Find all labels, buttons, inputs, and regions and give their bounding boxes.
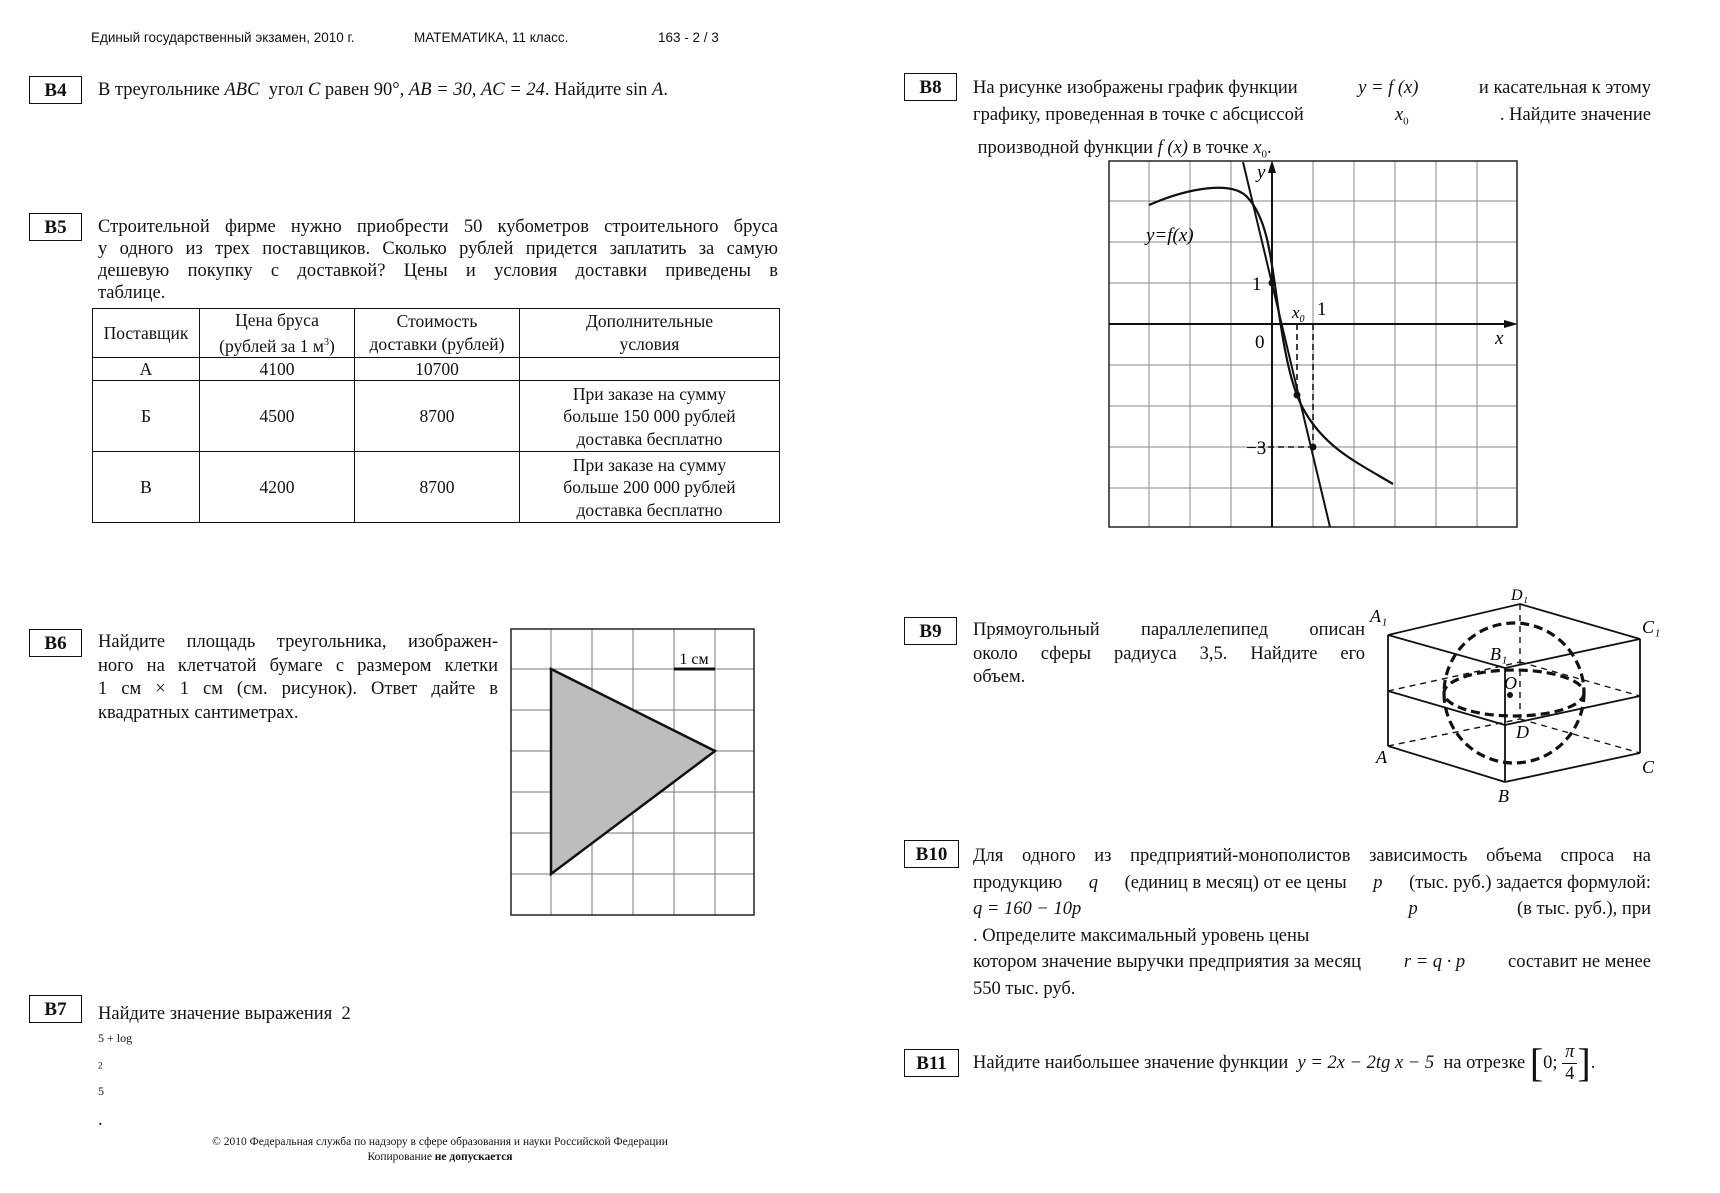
y-label: y	[1257, 162, 1266, 183]
b6-grid-figure	[510, 628, 756, 918]
scale-label: 1 см	[679, 651, 709, 668]
b4-tag: B4	[29, 76, 82, 104]
cell-delivery: 10700	[355, 357, 520, 381]
y-axis-arrow	[1268, 160, 1276, 173]
origin-label: 0	[1255, 332, 1265, 353]
sphere-outline	[1444, 623, 1584, 763]
point-1-minus3	[1310, 444, 1317, 451]
cell-price: 4200	[200, 452, 355, 523]
footer-copyright: © 2010 Федеральная служба по надзору в сфере образования и науки Российской Федерации	[212, 1136, 668, 1148]
b5-text: Строительной фирме нужно приобрести 50 кубометров строительного бруса у одного из трех поставщиков. Сколько рублей придется заплатить за самую дешевую покупку с доставкой? Цены и условия доставки приведены в таблице.	[98, 217, 778, 303]
b7-text: Найдите значение выражения 2 $^{5 + log _2 5}$ .	[98, 1004, 351, 1131]
label-O: O	[1504, 673, 1517, 693]
x-axis-arrow	[1504, 320, 1518, 328]
b4-text: В треугольнике ABC угол C равен 90°, AB = 30, AC = 24. Найдите sin A.	[98, 80, 668, 100]
label-B: B	[1498, 786, 1509, 806]
tick-x-1: 1	[1317, 299, 1327, 320]
header-exam: Единый государственный экзамен, 2010 г.	[91, 30, 355, 45]
tick-y-1: 1	[1252, 274, 1262, 295]
x-label: x	[1495, 328, 1504, 349]
cell-conditions: При заказе на сумму больше 200 000 рублей доставка бесплатно	[520, 452, 780, 523]
table-row	[93, 452, 780, 523]
cell-conditions	[520, 357, 780, 381]
col-price: Цена бруса (рублей за 1 $м^3$)	[200, 309, 355, 358]
cell-conditions: При заказе на сумму больше 150 000 рублей доставка бесплатно	[520, 381, 780, 452]
b6-tag: B6	[29, 629, 82, 657]
point-tangency	[1294, 392, 1301, 399]
x0-label: $x_0$	[1292, 303, 1305, 325]
label-B1: B₁	[1490, 644, 1508, 664]
col-conditions: Дополнительные условия	[520, 309, 780, 358]
b11-tag: B11	[904, 1049, 959, 1077]
label-D1: D₁	[1511, 587, 1529, 604]
b8-text: На рисунке изображены график функции y = f (x) и касательная к этому графику, проведенная в точке с абсциссой $x_0$ . Найдите значение производной функции f (x) в точке $x_0$.	[973, 78, 1651, 161]
tick-y-minus3: −3	[1246, 438, 1267, 459]
b11-text: Найдите наибольшее значение функции y = 2x − 2tg x − 5 на отрезке [ 0; π 4 ] .	[973, 1040, 1596, 1085]
label-A1: A₁	[1370, 606, 1388, 626]
b5-tag: B5	[29, 213, 82, 241]
label-D: D	[1516, 722, 1529, 742]
header-subject: МАТЕМАТИКА, 11 класс.	[414, 30, 569, 45]
fx-label: y=f(x)	[1146, 225, 1194, 246]
table-row	[93, 357, 780, 381]
box-solid-edges	[1388, 604, 1640, 782]
b9-figure	[1368, 583, 1668, 813]
cell-supplier: В	[93, 452, 200, 523]
point-0-1	[1269, 280, 1276, 287]
b10-text: Для одного из предприятий-монополистов зависимость объема спроса на продукцию q (единиц в месяц) от ее цены p (тыс. руб.) задается формулой: q = 160 − 10p . Определите максимальный уровень цены p (в тыс. руб.), при котором значение выручки предприятия за месяц r = q · p составит не менее 550 тыс. руб.	[973, 846, 1651, 999]
label-C: C	[1642, 757, 1655, 777]
cell-delivery: 8700	[355, 452, 520, 523]
cell-price: 4500	[200, 381, 355, 452]
b9-text: Прямоугольный параллелепипед описан около сферы радиуса 3,5. Найдите его объем.	[973, 620, 1365, 687]
label-A: A	[1376, 747, 1387, 767]
suppliers-table	[92, 308, 780, 523]
b6-text: Найдите площадь треугольника, изображен- ного на клетчатой бумаге с размером клетки 1 см × 1 см (см. рисунок). Ответ дайте в квадратных сантиметрах.	[98, 632, 498, 723]
b8-graph	[1108, 160, 1522, 532]
cell-supplier: А	[93, 357, 200, 381]
header-page: 163 - 2 / 3	[658, 30, 719, 45]
cell-delivery: 8700	[355, 381, 520, 452]
cell-supplier: Б	[93, 381, 200, 452]
table-header-row	[93, 309, 780, 358]
b10-tag: B10	[904, 840, 959, 868]
col-supplier: Поставщик	[93, 309, 200, 358]
table-row	[93, 381, 780, 452]
col-delivery: Стоимость доставки (рублей)	[355, 309, 520, 358]
b8-tag: B8	[904, 73, 957, 101]
label-C1: C₁	[1642, 617, 1661, 637]
b9-tag: B9	[904, 617, 957, 645]
cell-price: 4100	[200, 357, 355, 381]
b7-tag: B7	[29, 995, 82, 1023]
footer-notice: Копирование не допускается	[367, 1151, 513, 1163]
